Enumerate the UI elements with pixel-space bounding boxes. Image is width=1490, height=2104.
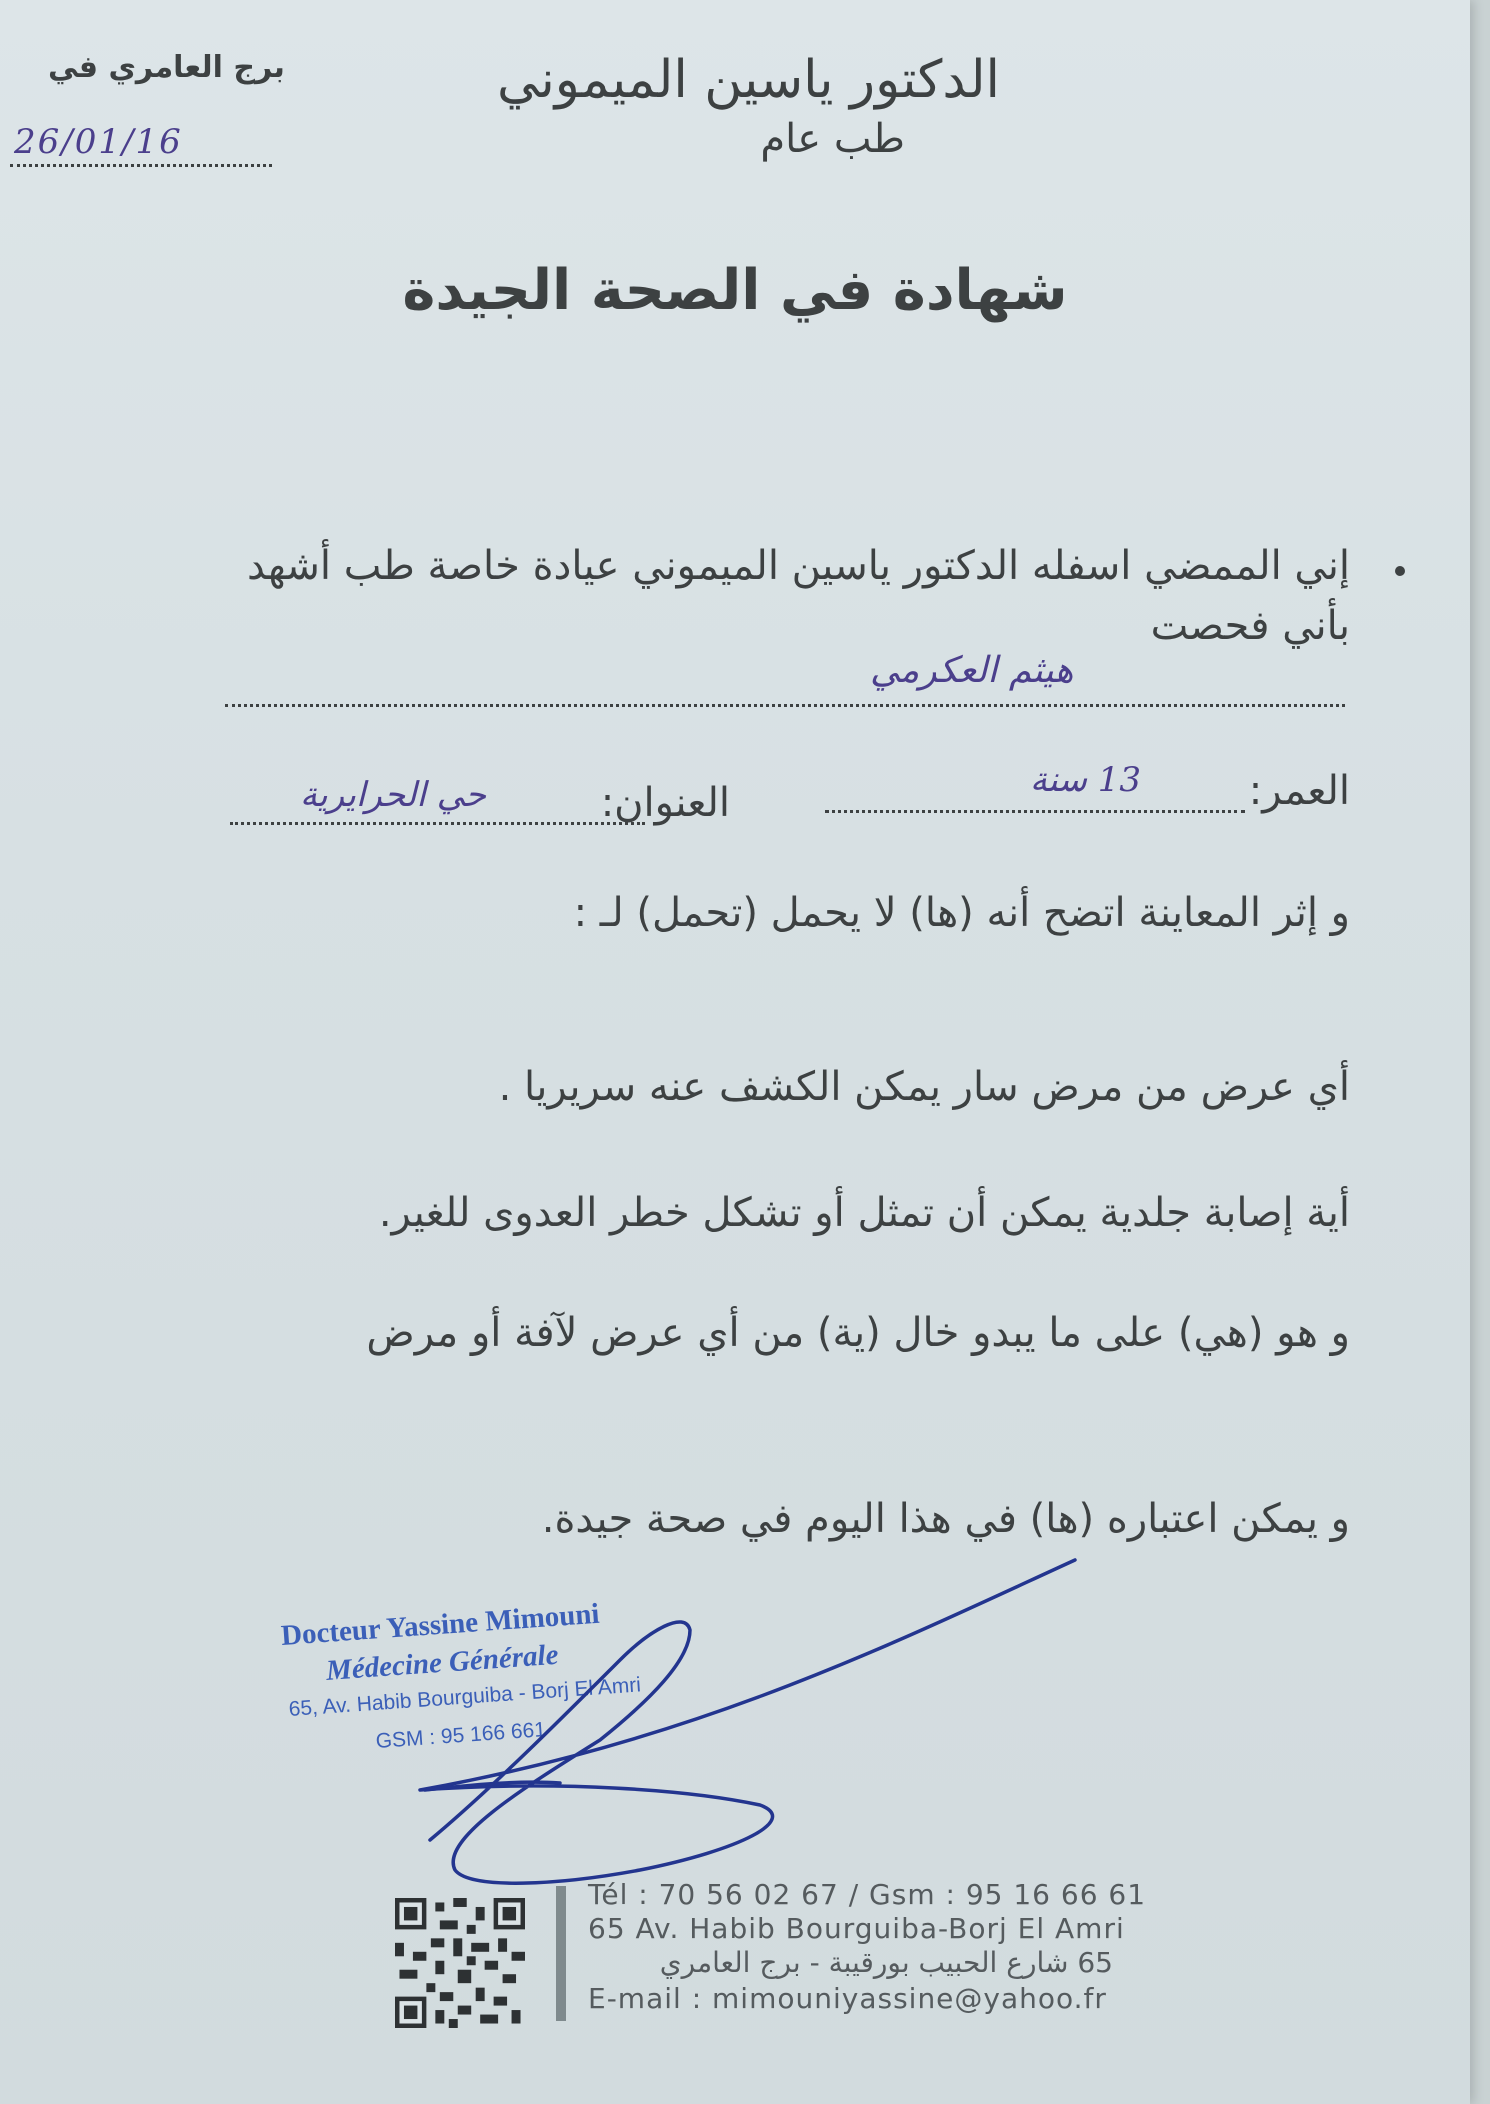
body-line-6: أية إصابة جلدية يمكن أن تمثل أو تشكل خطر العدوى للغير.: [378, 1190, 1350, 1236]
date-handwritten: 26/01/16: [14, 122, 183, 162]
patient-name-handwritten: هيثم العكرمي: [870, 650, 1074, 691]
doctor-speciality-header: طب عام: [760, 116, 905, 162]
stamp-speciality: Médecine Générale: [325, 1638, 560, 1687]
place-label: برج العامري في: [48, 50, 285, 85]
footer-address-fr: 65 Av. Habib Bourguiba-Borj El Amri: [588, 1912, 1125, 1945]
stamp-gsm: GSM : 95 166 661: [375, 1718, 547, 1753]
age-handwritten: 13 سنة: [1030, 760, 1142, 800]
body-line-5: أي عرض من مرض سار يمكن الكشف عنه سريريا .: [498, 1064, 1350, 1110]
body-line-4: و إثر المعاينة اتضح أنه (ها) لا يحمل (تحمل) لـ :: [573, 890, 1350, 936]
body-line-8: و يمكن اعتباره (ها) في هذا اليوم في صحة جيدة.: [541, 1496, 1350, 1542]
footer-divider: [556, 1886, 566, 2021]
footer-email: E-mail : mimouniyassine@yahoo.fr: [588, 1982, 1107, 2015]
doctor-name-header: الدكتور ياسين الميموني: [496, 50, 1000, 110]
footer-phone: Tél : 70 56 02 67 / Gsm : 95 16 66 61: [588, 1878, 1147, 1911]
qr-code-icon: [388, 1898, 532, 2028]
stamp-doctor-name: Docteur Yassine Mimouni: [280, 1597, 601, 1652]
stamp-address: 65, Av. Habib Bourguiba - Borj El Amri: [288, 1673, 642, 1721]
certificate-title: شهادة في الصحة الجيدة: [402, 258, 1068, 323]
address-handwritten: حي الحرايرية: [300, 775, 487, 815]
body-line-7: و هو (هي) على ما يبدو خال (ية) من أي عرض لآفة أو مرض: [366, 1310, 1350, 1356]
footer-address-ar: 65 شارع الحبيب بورقيبة - برج العامري: [659, 1946, 1113, 1979]
address-label: العنوان:: [600, 780, 730, 826]
age-label: العمر:: [1248, 768, 1350, 814]
body-line-1: إني الممضي اسفله الدكتور ياسين الميموني عيادة خاصة طب أشهد بأني فحصت: [246, 543, 1350, 649]
